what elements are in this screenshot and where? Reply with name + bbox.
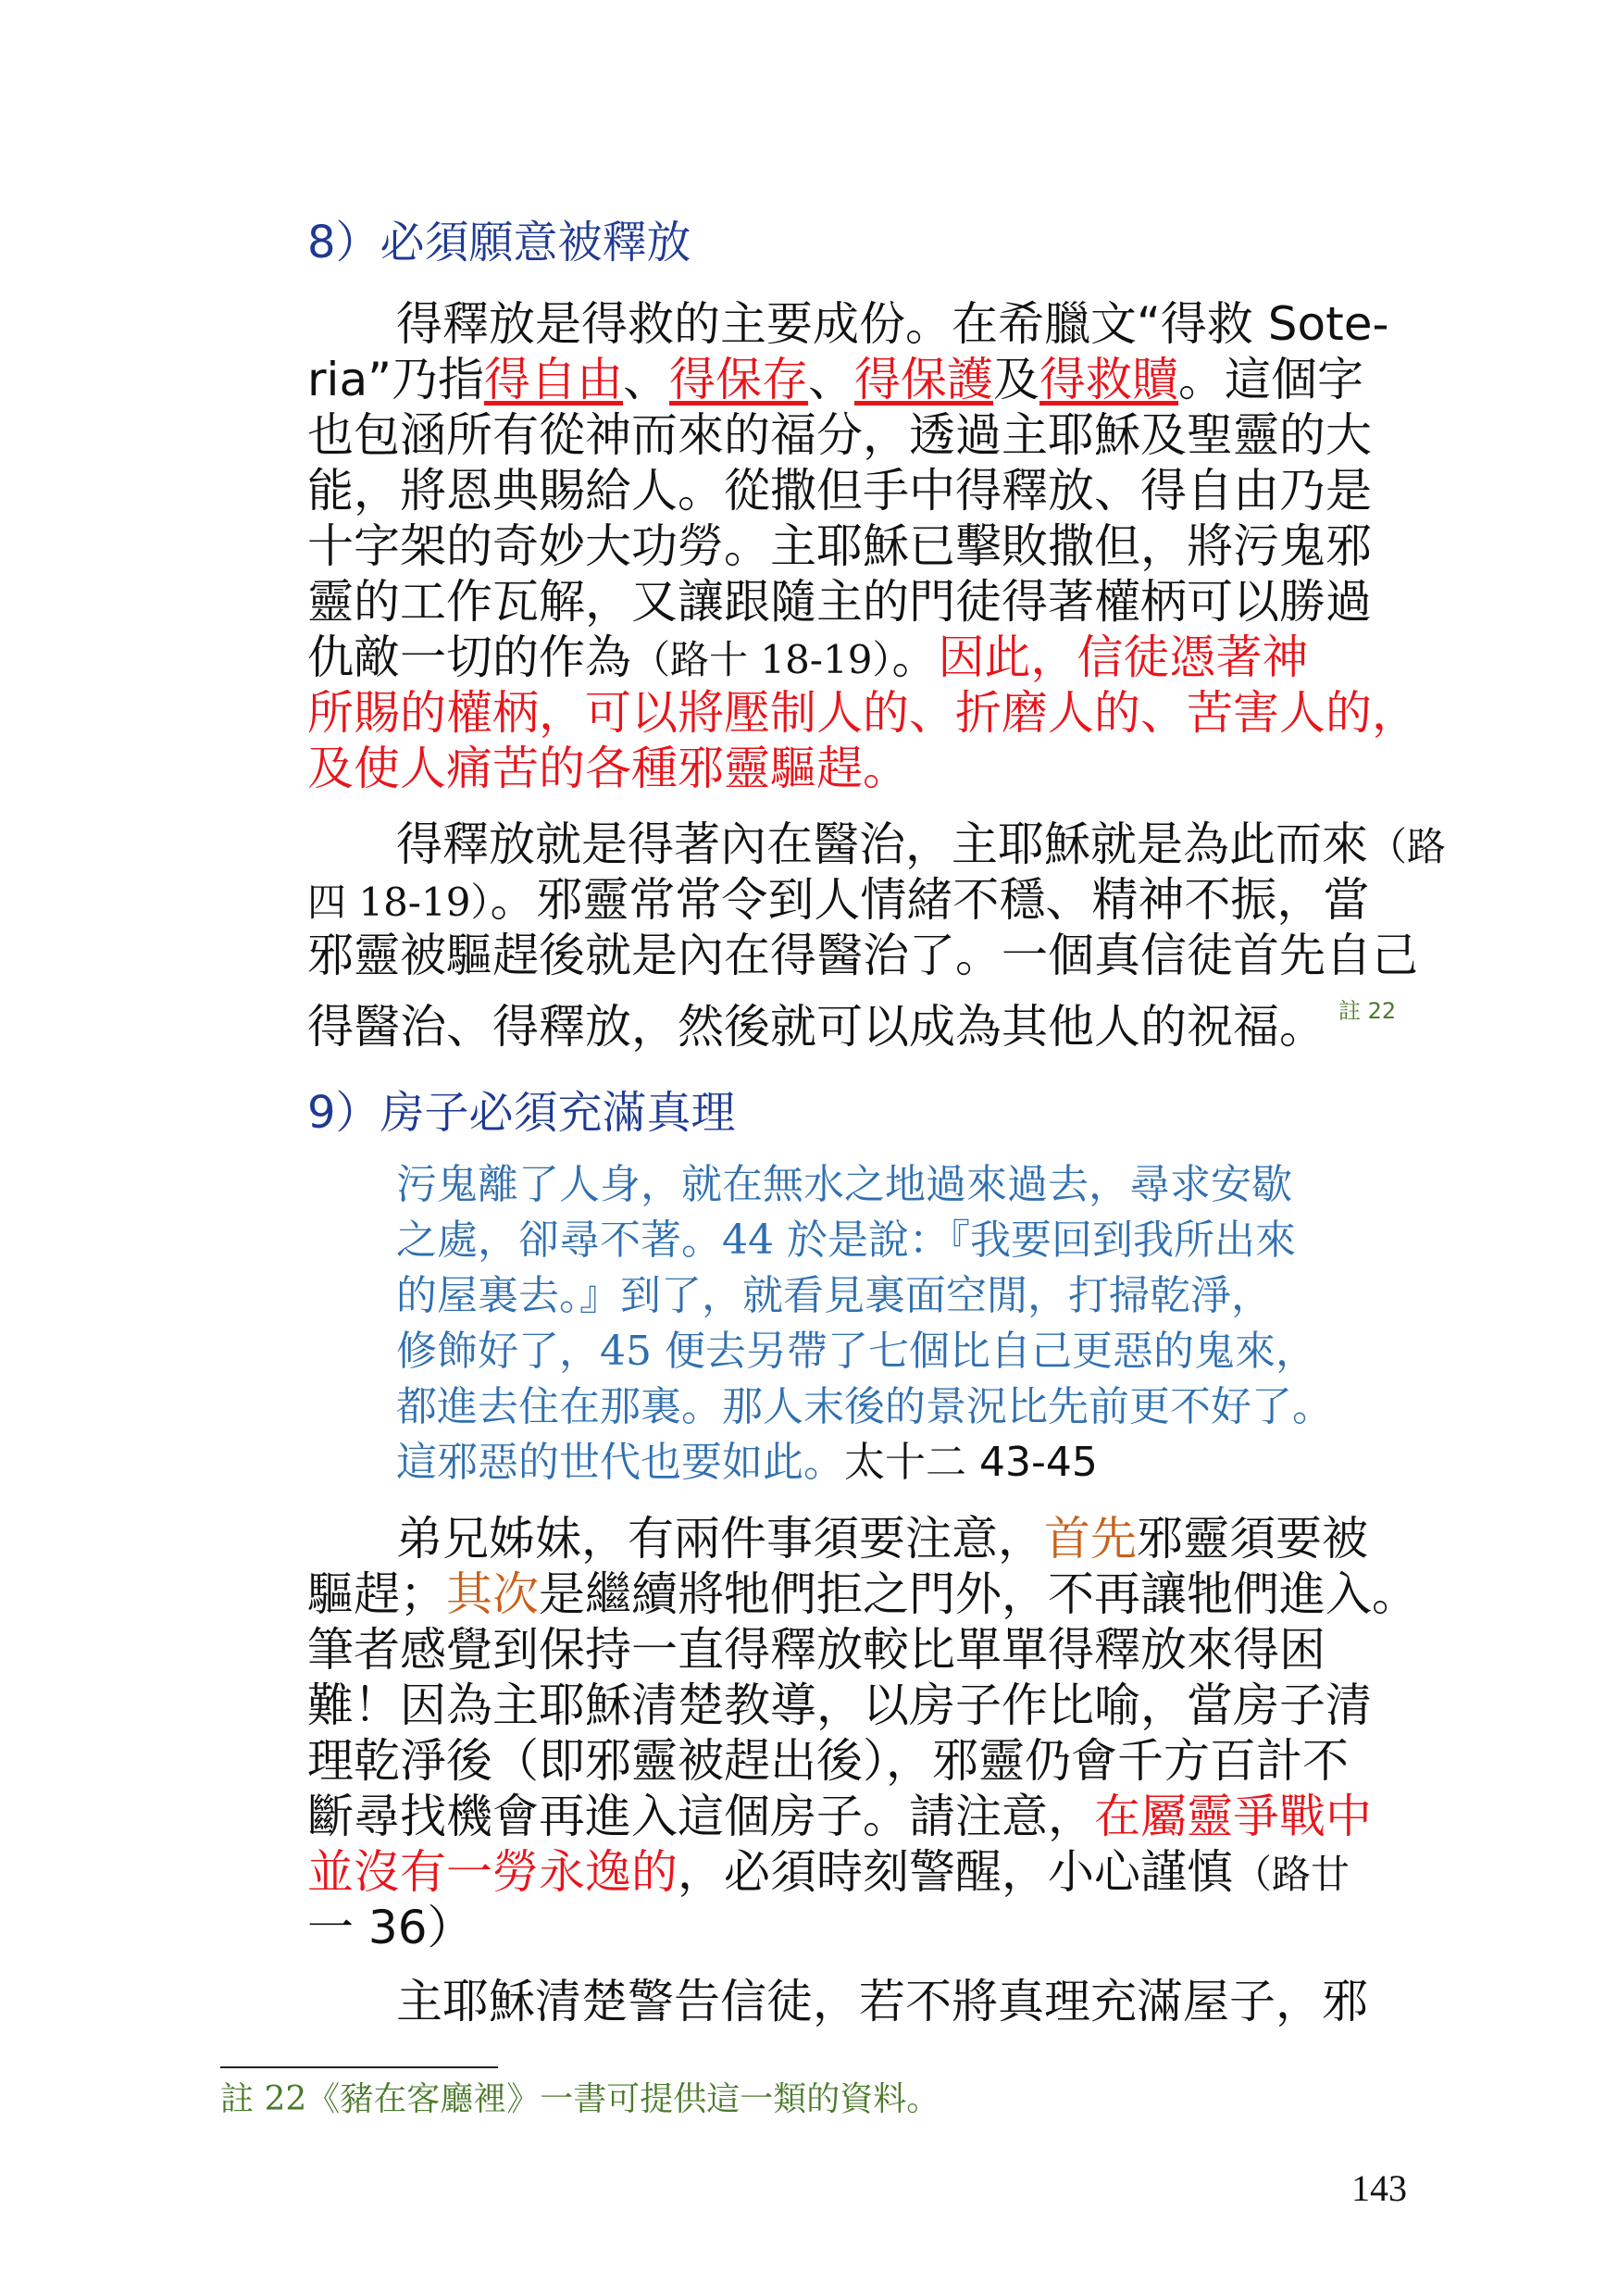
text-line: 也包涵所有從神而來的福分，透過主耶穌及聖靈的大 xyxy=(307,408,1372,462)
text-run: 仇敵一切的作為 xyxy=(307,630,631,684)
page-number: 143 xyxy=(1351,2167,1407,2209)
section-8-heading: 8）必須願意被釋放 xyxy=(307,217,691,268)
underlined-term: 得保存 xyxy=(669,353,808,406)
text-run: 斷尋找機會再進入這個房子。請注意， xyxy=(307,1790,1094,1843)
text-run: ，必須時刻警醒，小心謹慎 xyxy=(678,1845,1233,1899)
text-line: 主耶穌清楚警告信徒，若不將真理充滿屋子，邪 xyxy=(396,1975,1368,2028)
scripture-quote xyxy=(396,1157,1414,1491)
text-line xyxy=(307,630,1400,685)
text-run: ria”乃指 xyxy=(307,353,484,406)
quote-line: 修飾好了，45 便去另帶了七個比自己更惡的鬼來， xyxy=(396,1328,1316,1375)
footnote-22: 註 22《豬在客廳裡》一書可提供這一類的資料。 xyxy=(220,2080,940,2118)
section-8-paragraph-1 xyxy=(307,296,1418,796)
section-9-heading: 9）房子必須充滿真理 xyxy=(307,1087,736,1139)
text-line: 難！因為主耶穌清楚教導，以房子作比喻，當房子清 xyxy=(307,1678,1372,1732)
text-run: 弟兄姊妹，有兩件事須要注意， xyxy=(396,1512,1044,1566)
text-line xyxy=(307,1511,1400,1566)
text-line xyxy=(307,352,1400,407)
text-line: 筆者感覺到保持一直得釋放較比單單得釋放來得困 xyxy=(307,1623,1326,1677)
emphasis-text: 在屬靈爭戰中 xyxy=(1094,1790,1372,1843)
text-line xyxy=(307,1844,1400,1900)
scripture-reference: 四 18-19） xyxy=(307,880,491,925)
underlined-term: 得救贖 xyxy=(1039,353,1178,406)
quote-line: 之處，卻尋不著。44 於是說：『我要回到我所出來 xyxy=(396,1217,1296,1264)
text-run: 邪靈須要被 xyxy=(1137,1512,1368,1566)
emphasis-line: 及使人痛苦的各種邪靈驅趕。 xyxy=(307,742,909,795)
emphasis-line: 所賜的權柄，可以將壓制人的、折磨人的、苦害人的， xyxy=(307,686,1418,740)
text-line: 能，將恩典賜給人。從撒但手中得釋放、得自由乃是 xyxy=(307,464,1372,518)
footnote-marker: 註 22 xyxy=(1338,998,1397,1024)
text-run: 是繼續將牠們拒之門外，不再讓牠們進入。 xyxy=(539,1567,1418,1621)
text-line xyxy=(307,872,1400,928)
underlined-term: 得保護 xyxy=(854,353,993,406)
underlined-term: 得自由 xyxy=(484,353,623,406)
footnote-divider xyxy=(220,2066,498,2068)
quote-line: 的屋裏去。』到了，就看見裏面空閒，打掃乾淨， xyxy=(396,1272,1272,1319)
text-line: 邪靈被驅趕後就是內在得醫治了。一個真信徒首先自己 xyxy=(307,929,1418,982)
text-line: 得釋放是得救的主要成份。在希臘文“得救 Sote- xyxy=(396,297,1389,351)
highlight-text: 首先 xyxy=(1044,1512,1137,1566)
text-run: 、 xyxy=(808,353,854,406)
scripture-reference: （路十 18-19） xyxy=(631,637,892,682)
text-line xyxy=(307,983,1400,1054)
quote-text: 這邪惡的世代也要如此。 xyxy=(396,1439,844,1486)
text-line xyxy=(307,817,1447,872)
quote-line: 污鬼離了人身，就在無水之地過來過去，尋求安歇 xyxy=(396,1161,1292,1208)
text-run: 、 xyxy=(623,353,669,406)
scripture-reference: （路廿 xyxy=(1233,1852,1350,1897)
quote-line xyxy=(396,1435,1414,1491)
emphasis-text: 因此，信徒憑著神 xyxy=(938,630,1309,684)
emphasis-text: 並沒有一勞永逸的 xyxy=(307,1845,678,1899)
text-run: 。邪靈常常令到人情緒不穩、精神不振，當 xyxy=(490,873,1370,927)
scripture-reference: （路 xyxy=(1368,824,1447,869)
section-9-paragraph-2 xyxy=(307,1974,1400,2029)
quote-line: 都進去住在那裏。那人末後的景況比先前更不好了。 xyxy=(396,1383,1333,1430)
text-line: 靈的工作瓦解，又讓跟隨主的門徒得著權柄可以勝過 xyxy=(307,575,1372,629)
text-line: 十字架的奇妙大功勞。主耶穌已擊敗撒但，將污鬼邪 xyxy=(307,519,1372,573)
text-line xyxy=(307,1789,1400,1844)
text-run: 。這個字 xyxy=(1178,353,1363,406)
text-run: 得醫治、得釋放，然後就可以成為其他人的祝福。 xyxy=(307,1000,1326,1054)
text-line: 理乾淨後（即邪靈被趕出後），邪靈仍會千方百計不 xyxy=(307,1734,1349,1788)
text-line xyxy=(307,1566,1418,1622)
section-8-paragraph-2 xyxy=(307,817,1447,1054)
quote-source: 太十二 43-45 xyxy=(844,1439,1098,1486)
text-run: 得釋放就是得著內在醫治，主耶穌就是為此而來 xyxy=(396,817,1368,871)
section-9-paragraph-1 xyxy=(307,1511,1418,1955)
text-line: 一 36） xyxy=(307,1901,474,1954)
text-run: 驅趕； xyxy=(307,1567,446,1621)
text-run: 及 xyxy=(993,353,1039,406)
text-run: 。 xyxy=(891,630,939,684)
highlight-text: 其次 xyxy=(446,1567,539,1621)
